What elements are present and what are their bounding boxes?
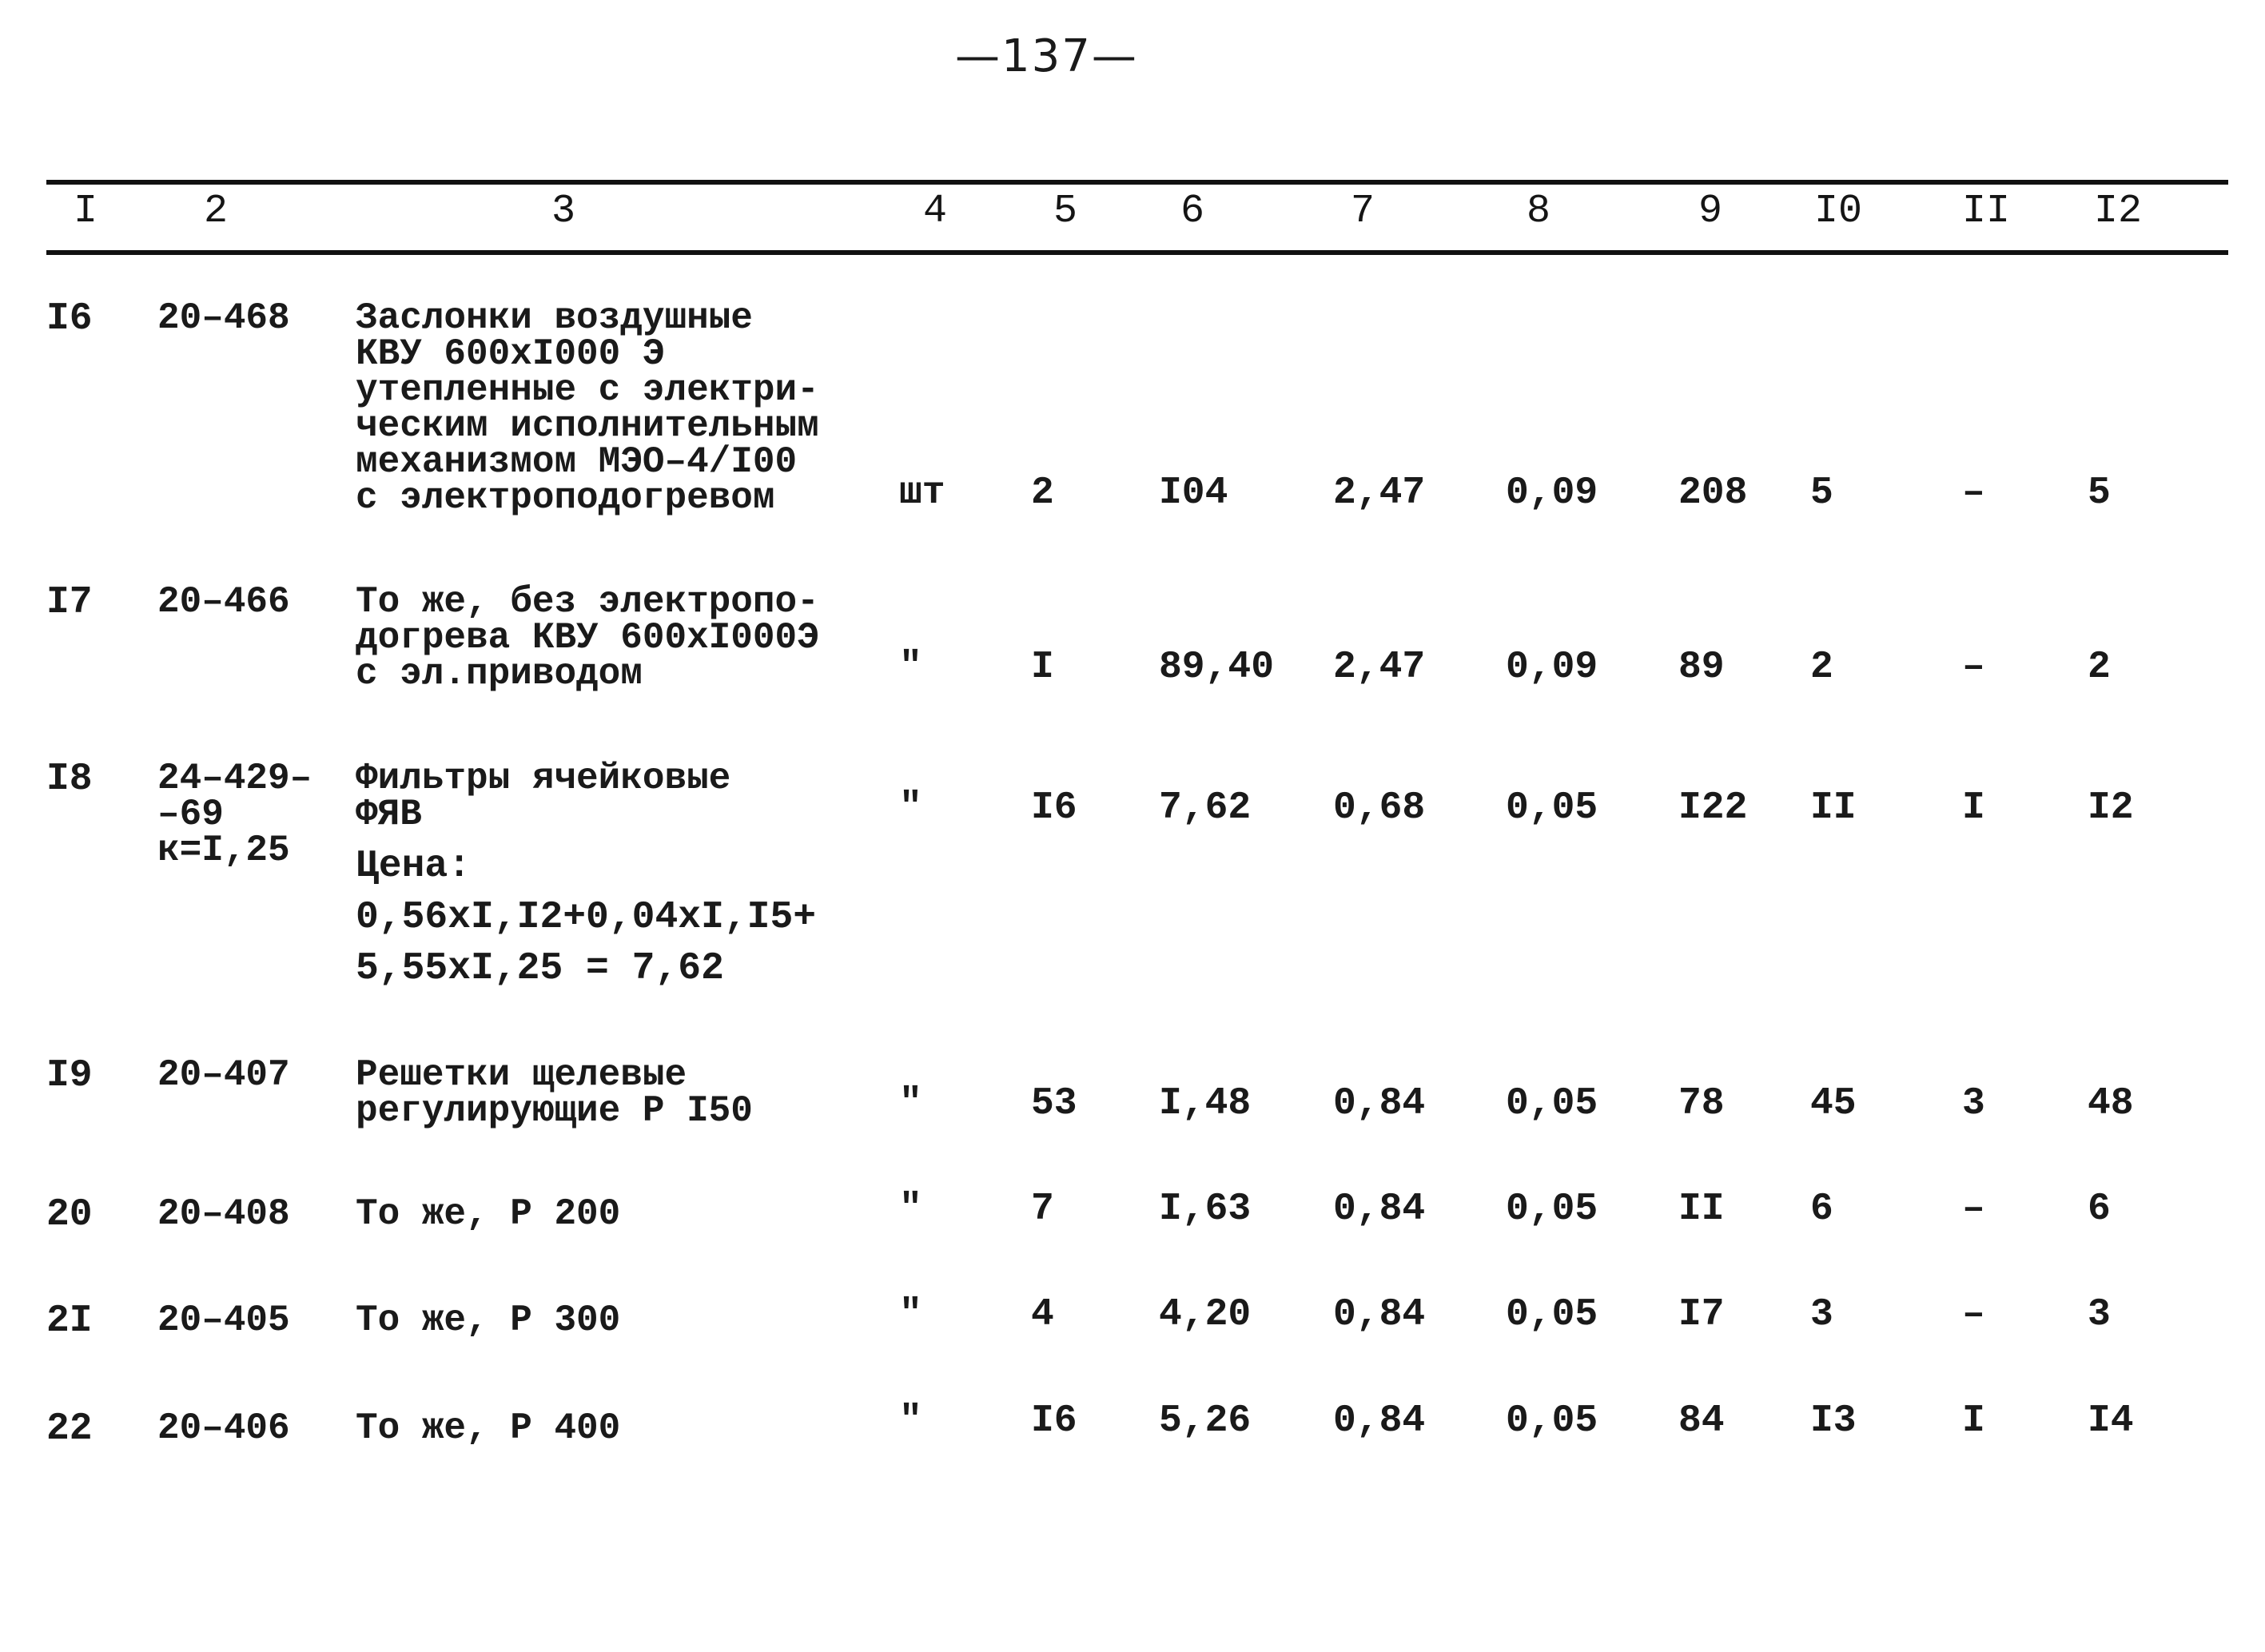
code-line: 24–429– [157, 758, 312, 799]
column-8-value: 0,05 [1506, 1188, 1598, 1231]
row-number: 2I [46, 1300, 93, 1343]
column-header-5: 5 [1053, 189, 1078, 234]
description-line: То же, Р 200 [356, 1193, 621, 1235]
column-10-value: 6 [1810, 1188, 1833, 1231]
unit-of-measure: " [899, 786, 922, 830]
table-header-rule [46, 250, 2228, 255]
unit-price: 5,26 [1159, 1399, 1252, 1443]
description-line: с электроподогревом [356, 477, 775, 519]
unit-of-measure: " [899, 646, 922, 689]
column-12-value: 2 [2088, 646, 2111, 689]
description-line: КВУ 600хI000 Э [356, 333, 665, 375]
description-line: Решетки щелевые [356, 1054, 687, 1096]
total-cost: I7 [1678, 1293, 1725, 1336]
code-line: 20–468 [157, 297, 290, 339]
column-10-value: II [1810, 786, 1857, 830]
unit-price: 4,20 [1159, 1293, 1252, 1336]
column-11-value: I [1962, 786, 1985, 830]
total-cost: 84 [1678, 1399, 1725, 1443]
row-description [356, 758, 731, 835]
column-8-value: 0,05 [1506, 1082, 1598, 1125]
column-8-value: 0,05 [1506, 1399, 1598, 1443]
row-code [157, 1300, 290, 1341]
price-formula [356, 841, 816, 994]
formula-line: 0,56хI,I2+0,04хI,I5+ [356, 896, 817, 939]
row-code [157, 581, 290, 623]
description-line: То же, Р 300 [356, 1300, 621, 1341]
description-line: с эл.приводом [356, 653, 643, 695]
column-8-value: 0,05 [1506, 1293, 1598, 1336]
unit-of-measure: " [899, 1082, 922, 1125]
column-7-value: 0,84 [1333, 1399, 1426, 1443]
column-10-value: 45 [1810, 1082, 1857, 1125]
column-header-4: 4 [923, 189, 948, 234]
row-number: I7 [46, 581, 93, 624]
unit-price: I,63 [1159, 1188, 1252, 1231]
table-top-rule [46, 180, 2228, 185]
code-line: 20–406 [157, 1407, 290, 1449]
code-line: к=I,25 [157, 830, 290, 871]
unit-of-measure: шт [899, 472, 945, 515]
quantity: I6 [1031, 1399, 1077, 1443]
column-header-6: 6 [1180, 189, 1205, 234]
column-header-11: II [1962, 189, 2011, 234]
unit-of-measure: " [899, 1399, 922, 1443]
page-number: —137— [955, 30, 1138, 82]
quantity: 4 [1031, 1293, 1054, 1336]
row-code [157, 758, 312, 871]
row-number: I8 [46, 758, 93, 801]
column-7-value: 2,47 [1333, 646, 1426, 689]
column-7-value: 0,84 [1333, 1188, 1426, 1231]
column-12-value: 5 [2088, 472, 2111, 515]
column-12-value: 48 [2088, 1082, 2134, 1125]
unit-of-measure: " [899, 1188, 922, 1231]
column-header-8: 8 [1527, 189, 1551, 234]
description-line: ФЯВ [356, 794, 422, 835]
row-code [157, 1407, 290, 1449]
column-header-7: 7 [1351, 189, 1375, 234]
column-7-value: 0,84 [1333, 1082, 1426, 1125]
unit-price: 7,62 [1159, 786, 1252, 830]
description-line: ческим исполнительным [356, 405, 819, 447]
column-7-value: 0,84 [1333, 1293, 1426, 1336]
row-description [356, 1407, 621, 1449]
unit-of-measure: " [899, 1293, 922, 1336]
quantity: 7 [1031, 1188, 1054, 1231]
column-header-2: 2 [204, 189, 229, 234]
total-cost: 78 [1678, 1082, 1725, 1125]
row-code [157, 1193, 290, 1235]
row-number: 22 [46, 1407, 93, 1451]
row-code [157, 297, 290, 339]
unit-price: I04 [1159, 472, 1228, 515]
row-number: I6 [46, 297, 93, 340]
column-8-value: 0,09 [1506, 646, 1598, 689]
row-number: I9 [46, 1054, 93, 1097]
description-line: Заслонки воздушные [356, 297, 753, 339]
column-10-value: I3 [1810, 1399, 1857, 1443]
code-line: 20–408 [157, 1193, 290, 1235]
column-7-value: 0,68 [1333, 786, 1426, 830]
quantity: I [1031, 646, 1054, 689]
description-line: То же, без электропо- [356, 581, 819, 623]
quantity: 53 [1031, 1082, 1077, 1125]
total-cost: I22 [1678, 786, 1748, 830]
column-12-value: I2 [2088, 786, 2134, 830]
column-header-12: I2 [2094, 189, 2143, 234]
row-code [157, 1054, 290, 1096]
row-description [356, 581, 819, 695]
column-10-value: 3 [1810, 1293, 1833, 1336]
row-description [356, 1193, 621, 1235]
formula-line: 5,55хI,25 = 7,62 [356, 947, 724, 990]
column-12-value: I4 [2088, 1399, 2134, 1443]
row-description [356, 297, 819, 519]
code-line: 20–466 [157, 581, 290, 623]
column-11-value: I [1962, 1399, 1985, 1443]
column-header-1: I [74, 189, 98, 234]
description-line: Фильтры ячейковые [356, 758, 731, 799]
total-cost: 89 [1678, 646, 1725, 689]
column-11-value: – [1962, 472, 1985, 515]
row-number: 20 [46, 1193, 93, 1236]
column-8-value: 0,09 [1506, 472, 1598, 515]
column-11-value: 3 [1962, 1082, 1985, 1125]
total-cost: II [1678, 1188, 1725, 1231]
column-8-value: 0,05 [1506, 786, 1598, 830]
column-7-value: 2,47 [1333, 472, 1426, 515]
unit-price: 89,40 [1159, 646, 1275, 689]
column-11-value: – [1962, 646, 1985, 689]
formula-line: Цена: [356, 845, 472, 888]
description-line: регулирующие Р I50 [356, 1090, 753, 1132]
quantity: 2 [1031, 472, 1054, 515]
column-header-10: I0 [1814, 189, 1863, 234]
code-line: 20–405 [157, 1300, 290, 1341]
description-line: догрева КВУ 600хI000Э [356, 617, 819, 659]
unit-price: I,48 [1159, 1082, 1252, 1125]
quantity: I6 [1031, 786, 1077, 830]
column-11-value: – [1962, 1293, 1985, 1336]
total-cost: 208 [1678, 472, 1748, 515]
column-12-value: 6 [2088, 1188, 2111, 1231]
row-description [356, 1054, 753, 1132]
column-header-3: 3 [551, 189, 576, 234]
description-line: механизмом МЭО–4/I00 [356, 441, 798, 483]
column-11-value: – [1962, 1188, 1985, 1231]
column-10-value: 5 [1810, 472, 1833, 515]
code-line: –69 [157, 794, 224, 835]
code-line: 20–407 [157, 1054, 290, 1096]
description-line: То же, Р 400 [356, 1407, 621, 1449]
column-12-value: 3 [2088, 1293, 2111, 1336]
column-header-9: 9 [1698, 189, 1723, 234]
column-10-value: 2 [1810, 646, 1833, 689]
description-line: утепленные с электри- [356, 369, 819, 411]
row-description [356, 1300, 621, 1341]
